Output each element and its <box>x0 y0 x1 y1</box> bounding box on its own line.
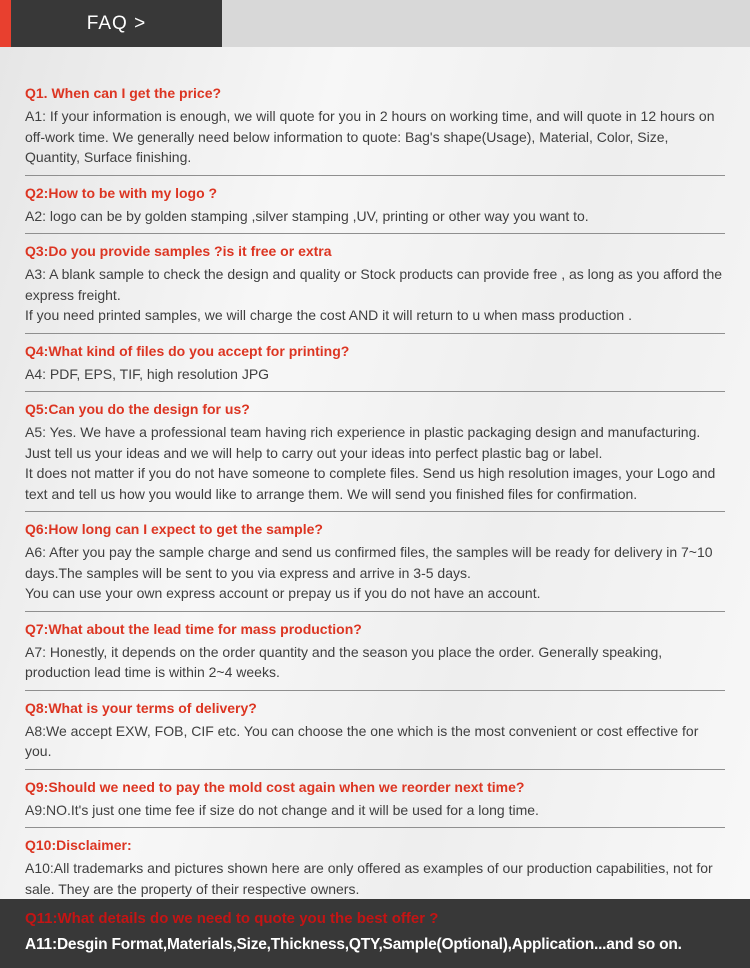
faq-section-q3 <box>25 241 725 326</box>
faq-header <box>0 0 750 47</box>
faq-answer: Just tell us your ideas and we will help to carry out your ideas into perfect plastic bag or label. <box>25 444 603 461</box>
faq-section-q4 <box>25 341 725 385</box>
faq-question: Q6:How long can I expect to get the sample? <box>25 521 323 537</box>
faq-answer: A8:We accept EXW, FOB, CIF etc. You can choose the one which is the most convenient or cost effective for you. <box>25 722 699 759</box>
faq-answer: A7: Honestly, it depends on the order quantity and the season you place the order. Generally speaking, production lead time is within 2~4 weeks. <box>25 643 663 680</box>
header-accent-bar <box>0 0 11 47</box>
faq-answer: A9:NO.It's just one time fee if size do not change and it will be used for a long time. <box>25 801 539 818</box>
section-divider <box>25 333 725 334</box>
faq-answer: A2: logo can be by golden stamping ,silver stamping ,UV, printing or other way you want to. <box>25 207 589 224</box>
faq-question: Q4:What kind of files do you accept for printing? <box>25 342 350 359</box>
faq-answer: A5: Yes. We have a professional team having rich experience in plastic packaging design and manufacturing. <box>25 424 701 440</box>
faq-answer: A4: PDF, EPS, TIF, high resolution JPG <box>25 365 270 382</box>
section-divider <box>25 769 725 770</box>
faq-section-q6 <box>25 519 725 604</box>
faq-answer: If you need printed samples, we will charge the cost AND it will return to u when mass production . <box>25 307 632 323</box>
faq-answer: A1: If your information is enough, we will quote for you in 2 hours on working time, and will quote in 12 hours on off-work time. We generally need below information to quote: Bag's shape(Usage), Material, Color, Size, Quantity, Surface finishing. <box>25 108 715 165</box>
faq-question: Q10:Disclaimer: <box>25 837 132 853</box>
section-divider <box>25 511 725 512</box>
faq-footer <box>0 899 750 968</box>
faq-section-q1 <box>25 83 725 168</box>
section-divider <box>25 233 725 234</box>
section-divider <box>25 690 725 691</box>
faq-question: Q3:Do you provide samples ?is it free or extra <box>25 243 332 259</box>
faq-answer: It does not matter if you do not have someone to complete files. Send us high resolution images, your Logo and text and tell us how you would like to arrange them. We will send you finished files for confirmation. <box>25 465 716 502</box>
faq-question: Q9:Should we need to pay the mold cost again when we reorder next time? <box>25 778 525 795</box>
faq-answer: You can use your own express account or prepay us if you do not have an account. <box>25 585 541 601</box>
faq-question: Q7:What about the lead time for mass production? <box>25 620 362 637</box>
footer-answer: A11:Desgin Format,Materials,Size,Thickness,QTY,Sample(Optional),Application...and so on. <box>25 936 682 953</box>
faq-answer: A10:All trademarks and pictures shown here are only offered as examples of our production capabilities, not for sale. They are the property of their respective owners. <box>25 860 713 897</box>
section-divider <box>25 391 725 392</box>
faq-section-q7 <box>25 619 725 683</box>
faq-tab-label: FAQ > <box>86 12 147 34</box>
section-divider <box>25 175 725 176</box>
section-divider <box>25 611 725 612</box>
faq-answer: A6: After you pay the sample charge and send us confirmed files, the samples will be ready for delivery in 7~10 days.The samples will be sent to you via express and arrive in 3-5 days. <box>25 544 713 581</box>
footer-question: Q11:What details do we need to quote you the best offer ? <box>25 910 439 927</box>
faq-content <box>0 47 750 899</box>
faq-question: Q1. When can I get the price? <box>25 85 222 101</box>
section-divider <box>25 827 725 828</box>
faq-question: Q5:Can you do the design for us? <box>25 401 250 417</box>
faq-section-q9 <box>25 777 725 821</box>
faq-section-q2 <box>25 183 725 227</box>
faq-section-q8 <box>25 698 725 762</box>
faq-section-q10 <box>25 835 725 899</box>
faq-answer: A3: A blank sample to check the design and quality or Stock products can provide free , as long as you afford the express freight. <box>25 266 723 303</box>
faq-tab[interactable] <box>11 0 222 47</box>
faq-question: Q2:How to be with my logo ? <box>25 184 218 201</box>
faq-section-q5 <box>25 399 725 504</box>
faq-question: Q8:What is your terms of delivery? <box>25 699 257 716</box>
